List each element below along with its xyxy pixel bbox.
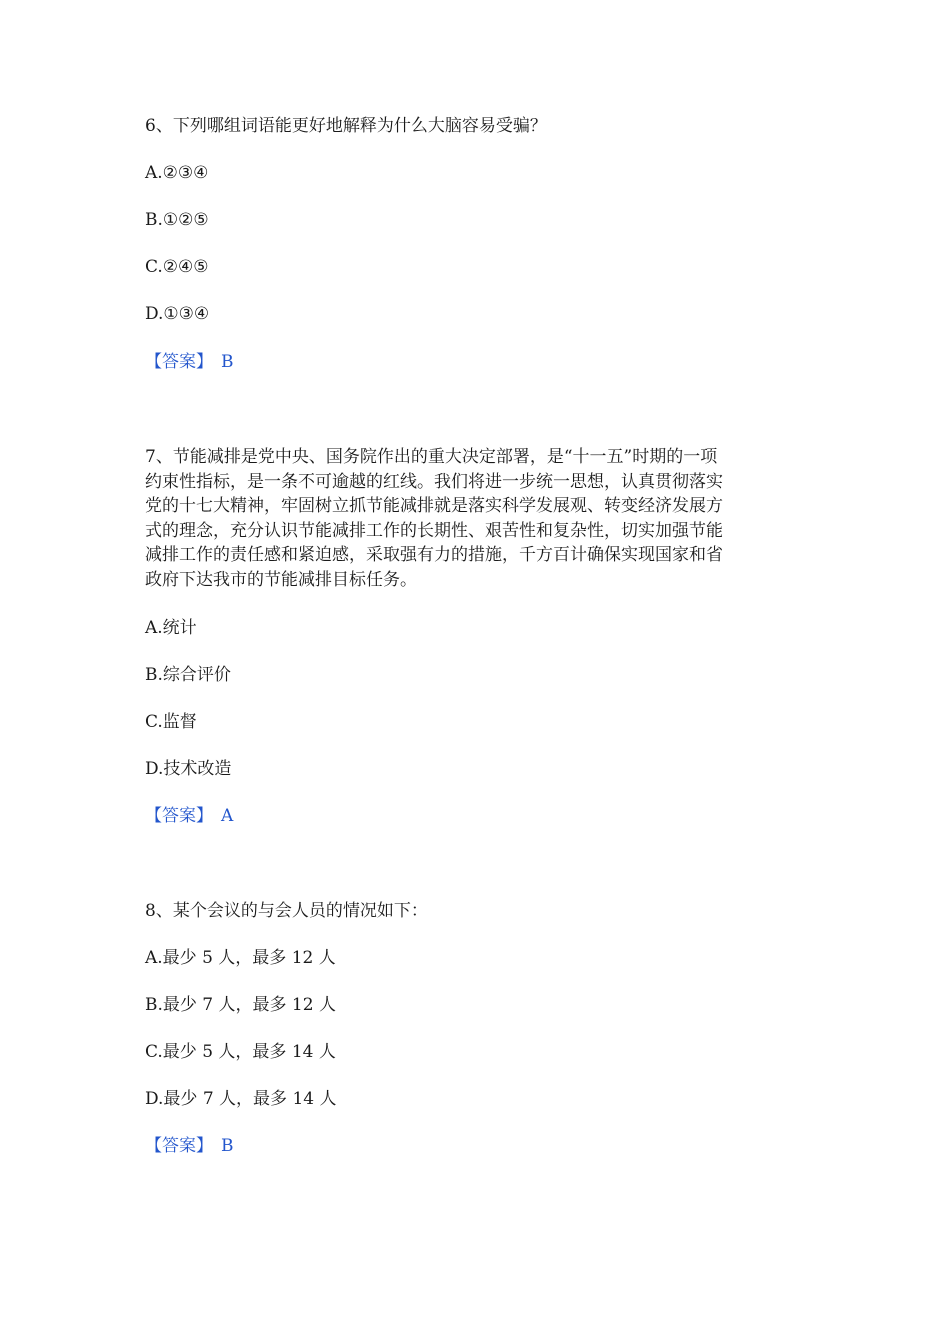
question-7-stem-line-6: 政府下达我市的节能减排目标任务。: [145, 569, 417, 590]
answer-value: A: [221, 806, 234, 826]
question-7-option-a: A.统计: [145, 618, 197, 638]
question-7-stem-line-4: 式的理念，充分认识节能减排工作的长期性、艰苦性和复杂性，切实加强节能: [145, 520, 723, 541]
question-7-option-b: B.综合评价: [145, 665, 231, 685]
question-6-option-d: D.①③④: [145, 304, 210, 324]
question-7-stem-line-1: 7、节能减排是党中央、国务院作出的重大决定部署，是“十一五”时期的一项: [145, 447, 718, 467]
question-8-option-d: D.最少 7 人，最多 14 人: [145, 1089, 337, 1109]
question-8-option-b: B.最少 7 人，最多 12 人: [145, 995, 336, 1015]
answer-value: B: [221, 352, 234, 372]
question-7-stem-line-3: 党的十七大精神，牢固树立抓节能减排就是落实科学发展观、转变经济发展方: [145, 496, 723, 516]
answer-label: 【答案】: [145, 1136, 213, 1156]
answer-label: 【答案】: [145, 806, 213, 826]
question-7-stem-line-2: 约束性指标，是一条不可逾越的红线。我们将进一步统一思想，认真贯彻落实: [145, 471, 723, 492]
question-6-stem: 6、下列哪组词语能更好地解释为什么大脑容易受骗？: [145, 116, 547, 136]
question-7-option-c: C.监督: [145, 712, 197, 732]
answer-label: 【答案】: [145, 352, 213, 372]
question-7-answer: [145, 804, 233, 828]
question-8-option-c: C.最少 5 人，最多 14 人: [145, 1042, 336, 1062]
answer-value: B: [221, 1136, 234, 1156]
question-8-option-a: A.最少 5 人，最多 12 人: [145, 948, 336, 968]
question-6-option-c: C.②④⑤: [145, 257, 209, 277]
question-6-answer: [145, 350, 234, 374]
question-6-option-a: A.②③④: [145, 163, 209, 183]
question-8-answer: [145, 1134, 234, 1158]
question-7-stem-line-5: 减排工作的责任感和紧迫感，采取强有力的措施，千方百计确保实现国家和省: [145, 545, 723, 565]
question-8-stem: 8、某个会议的与会人员的情况如下：: [145, 901, 428, 921]
question-7-option-d: D.技术改造: [145, 759, 232, 779]
question-6-option-b: B.①②⑤: [145, 210, 209, 230]
